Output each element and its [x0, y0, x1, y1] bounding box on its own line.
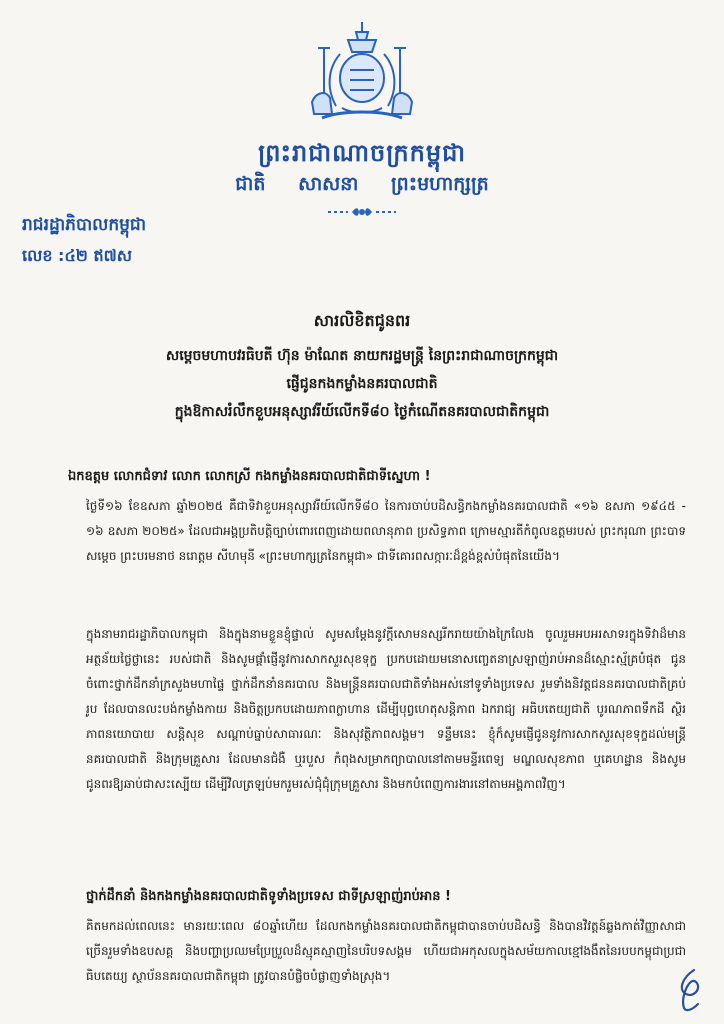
- motto-king: ព្រះមហាក្សត្រ: [391, 173, 489, 195]
- title-line-2: ផ្ញើជូនកងកម្លាំងនគរបាលជាតិ: [286, 376, 438, 392]
- ornament-divider-icon: [322, 205, 402, 219]
- section-heading-2: ថ្នាក់ដឹកនាំ និងកងកម្លាំងនគរបាលជាតិទូទាំងប្រទេស ជាទីស្រឡាញ់រាប់អាន !: [86, 889, 451, 904]
- kingdom-name: ព្រះរាជាណាចក្រកម្ពុជា: [258, 139, 466, 167]
- document-type: សារលិខិតជូនពរ: [313, 311, 411, 330]
- national-motto: [190, 172, 534, 200]
- paragraph-2: ក្នុងនាមរាជរដ្ឋាភិបាលកម្ពុជា និងក្នុងនាមខ្លួនខ្ញុំផ្ទាល់ សូមសម្តែងនូវក្តីសោមនស្សរីករាយយ៉ាងក្រៃលែង ចូលរួមអបអរសាទរក្នុងទិវាដ៏មានអត្ថន័យថ្លៃថ្លានេះ របស់ជាតិ និងសូមផ្តាំផ្ញើនូវការសាកសួរសុខទុក្ខ ប្រកបដោយមនោសញ្ចេតនាស្រឡាញ់រាប់អានដ៏ស្មោះស្ម័គ្របំផុត ជូនចំពោះថ្នាក់ដឹកនាំក្រសួងមហាផ្ទៃ ថ្នាក់ដឹកនាំនគរបាល និងមន្ត្រីនគរបាលជាតិទាំងអស់នៅទូទាំងប្រទេស រួមទាំងនិវត្តជននគរបាលជាតិគ្រប់រូប ដែលបានលះបង់កម្លាំងកាយ និងចិត្តប្រកបដោយភាពក្លាហាន ដើម្បីបុព្វហេតុសន្តិភាព ឯករាជ្យ អធិបតេយ្យជាតិ បូរណភាពទឹកដី ស្ថិរភាពនយោបាយ សន្តិសុខ សណ្តាប់ធ្នាប់សាធារណៈ និងសុវត្ថិភាពសង្គម។ ទន្ទឹមនេះ ខ្ញុំក៏សូមផ្ញើជូននូវការសាកសួរសុខទុក្ខដល់មន្ត្រីនគរបាលជាតិ និងក្រុមគ្រួសារ ដែលមានជំងឺ ឬរបួស កំពុងសម្រាកព្យាបាលនៅតាមមន្ទីរពេទ្យ មណ្ឌលសុខភាព ឬគេហដ្ឋាន និងសូមជូនពរឱ្យឆាប់ជាសះស្បើយ ដើម្បីវិលត្រឡប់មករួមរស់ជុំជុំក្រុមគ្រួសារ និងមកបំពេញការងារនៅតាមអង្គភាពវិញ។: [86, 627, 686, 791]
- signature-icon: [672, 966, 708, 1014]
- title-line-1: សម្តេចមហាបវរធិបតី ហ៊ុន ម៉ាណែត នាយករដ្ឋមន្ត្រី នៃព្រះរាជាណាចក្រកម្ពុជា: [165, 348, 559, 364]
- title-line-3: ក្នុងឱកាសរំលឹកខួបអនុស្សាវរីយ៍លើកទី៨០ ថ្ងៃកំណើតនគរបាលជាតិកម្ពុជា: [174, 404, 550, 420]
- royal-arms-emblem-icon: [302, 18, 422, 128]
- reference-number: លេខ :៤២ ឥ៧ស: [22, 246, 132, 265]
- motto-religion: សាសនា: [298, 173, 359, 195]
- paragraph-1: ថ្ងៃទី១៦ ខែឧសភា ឆ្នាំ២០២៥ គឺជាទិវាខួបអនុស្សាវរីយ៍លើកទី៨០ នៃការចាប់បដិសន្ធិកងកម្លាំងនគរបាលជាតិ «១៦ ឧសភា ១៩៤៥ - ១៦ ឧសភា ២០២៥» ដែលជាអង្គប្រតិបត្តិច្បាប់ពោរពេញដោយពលានុភាព ប្រសិទ្ធភាព ក្រោមស្មារតីកំពូលឧត្តមរបស់ ព្រះករុណា ព្រះបាទសម្តេច ព្រះបរមនាថ នរោត្តម សីហមុនី «ព្រះមហាក្សត្រនៃកម្ពុជា» ជាទីគោរពសក្ការៈដ៏ខ្ពង់ខ្ពស់បំផុតនៃយើង។: [86, 499, 686, 563]
- motto-nation: ជាតិ: [235, 173, 266, 195]
- sender-ministry: រាជរដ្ឋាភិបាលកម្ពុជា: [22, 215, 147, 235]
- paragraph-3: គិតមកដល់ពេលនេះ មានរយៈពេល ៨០ឆ្នាំហើយ ដែលកងកម្លាំងនគរបាលជាតិកម្ពុជាបានចាប់បដិសន្ធិ និងបានវិវត្តន៍ឆ្លងកាត់វិញ្ញាសាជាច្រើនរួមទាំងឧបសគ្គ និងបញ្ហាប្រឈមប្រែប្រួលដ៏ស្មុគស្មាញនៃបរិបទសង្គម ហើយជាអកុសលក្នុងសម័យកាលខ្មៅងងឹតនៃរបបកម្ពុជាប្រជាធិបតេយ្យ ស្ថាប័ននគរបាលជាតិកម្ពុជា ត្រូវបានបំផ្លិចបំផ្លាញទាំងស្រុង។: [86, 919, 686, 983]
- salutation: ឯកឧត្តម លោកជំទាវ លោក លោកស្រី កងកម្លាំងនគរបាលជាតិជាទីស្នេហា !: [68, 469, 431, 484]
